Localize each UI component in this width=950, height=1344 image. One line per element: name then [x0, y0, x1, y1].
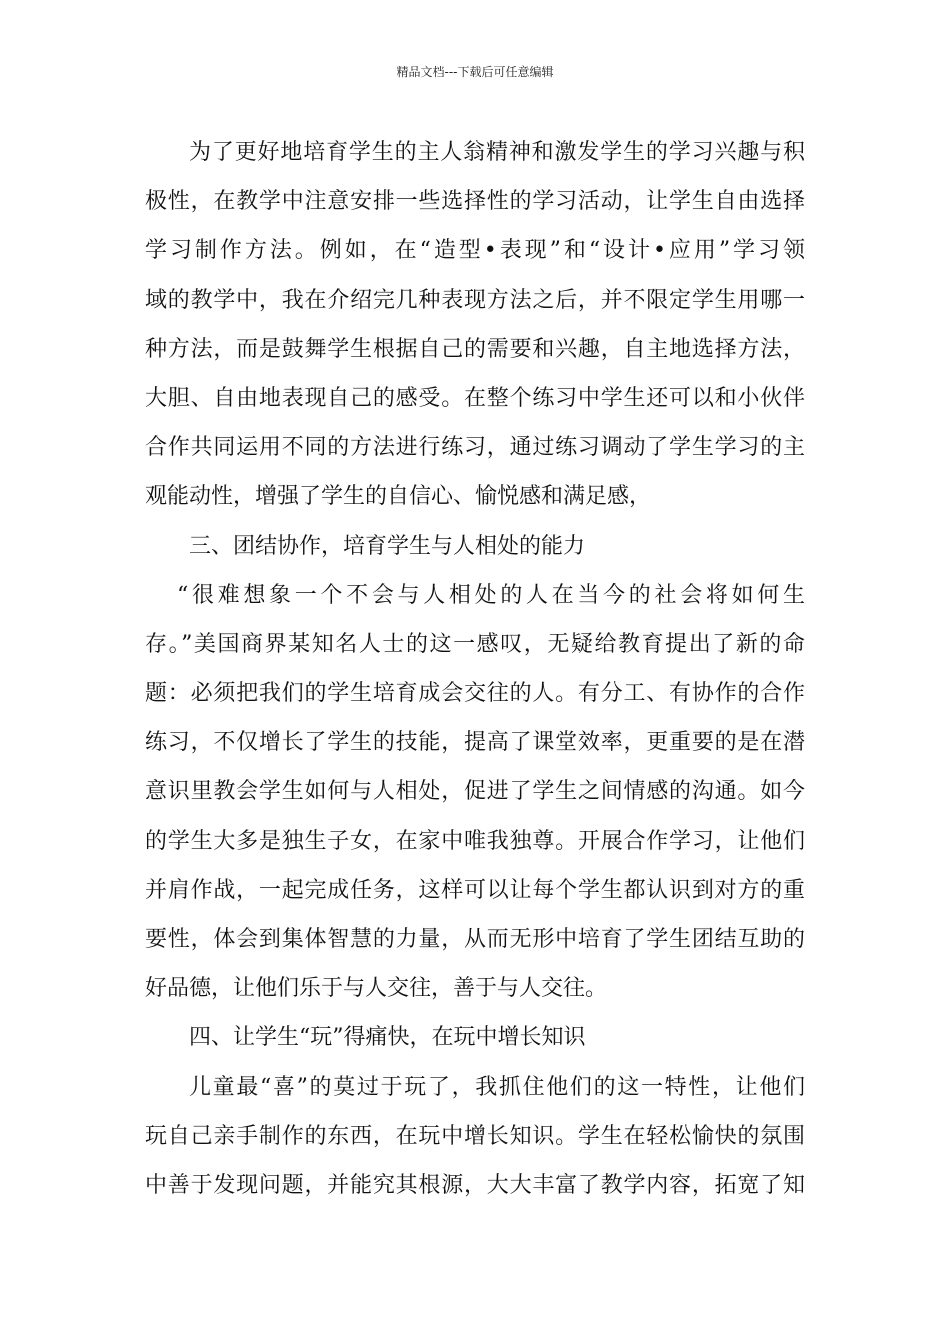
document-body: [145, 128, 805, 1210]
paragraph-line: 中善于发现问题，并能究其根源，大大丰富了教学内容，拓宽了知: [145, 1172, 805, 1198]
paragraph-line: 合作共同运用不同的方法进行练习，通过练习调动了学生学习的主: [145, 435, 805, 461]
paragraph-line: 域的教学中，我在介绍完几种表现方法之后，并不限定学生用哪一: [145, 287, 805, 313]
paragraph-line: “很难想象一个不会与人相处的人在当今的社会将如何生: [177, 582, 805, 608]
paragraph-line: 好品德，让他们乐于与人交往，善于与人交往。: [145, 976, 608, 1002]
paragraph-line: 学习制作方法。例如，在“造型•表现”和“设计•应用”学习领: [145, 238, 805, 264]
paragraph-line: 并肩作战，一起完成任务，这样可以让每个学生都认识到对方的重: [145, 877, 805, 903]
paragraph-line: 练习，不仅增长了学生的技能，提高了课堂效率，更重要的是在潜: [145, 730, 805, 756]
paragraph-line: 玩自己亲手制作的东西，在玩中增长知识。学生在轻松愉快的氛围: [145, 1123, 805, 1149]
paragraph-line: 极性，在教学中注意安排一些选择性的学习活动，让学生自由选择: [145, 189, 805, 215]
paragraph-line: 存。”美国商界某知名人士的这一感叹，无疑给教育提出了新的命: [145, 631, 805, 657]
page-header-watermark: 精品文档---下载后可任意编辑: [396, 65, 554, 79]
paragraph-line: 大胆、自由地表现自己的感受。在整个练习中学生还可以和小伙伴: [145, 385, 805, 411]
paragraph-line: 为了更好地培育学生的主人翁精神和激发学生的学习兴趣与积: [189, 140, 805, 165]
paragraph-line: 意识里教会学生如何与人相处，促进了学生之间情感的沟通。如今: [145, 779, 805, 805]
paragraph-line: 的学生大多是独生子女，在家中唯我独尊。开展合作学习，让他们: [145, 828, 805, 854]
paragraph-line: 儿童最“喜”的莫过于玩了，我抓住他们的这一特性，让他们: [189, 1074, 805, 1100]
paragraph-line: 要性，体会到集体智慧的力量，从而无形中培育了学生团结互助的: [145, 927, 805, 952]
section-heading: 四、让学生“玩”得痛快，在玩中增长知识: [189, 1025, 586, 1051]
section-heading: 三、团结协作，培育学生与人相处的能力: [189, 533, 586, 559]
paragraph-line: 题：必须把我们的学生培育成会交往的人。有分工、有协作的合作: [145, 681, 805, 707]
paragraph-line: 观能动性，增强了学生的自信心、愉悦感和满足感，: [145, 484, 652, 510]
paragraph-line: 种方法，而是鼓舞学生根据自己的需要和兴趣，自主地选择方法，: [145, 336, 805, 362]
